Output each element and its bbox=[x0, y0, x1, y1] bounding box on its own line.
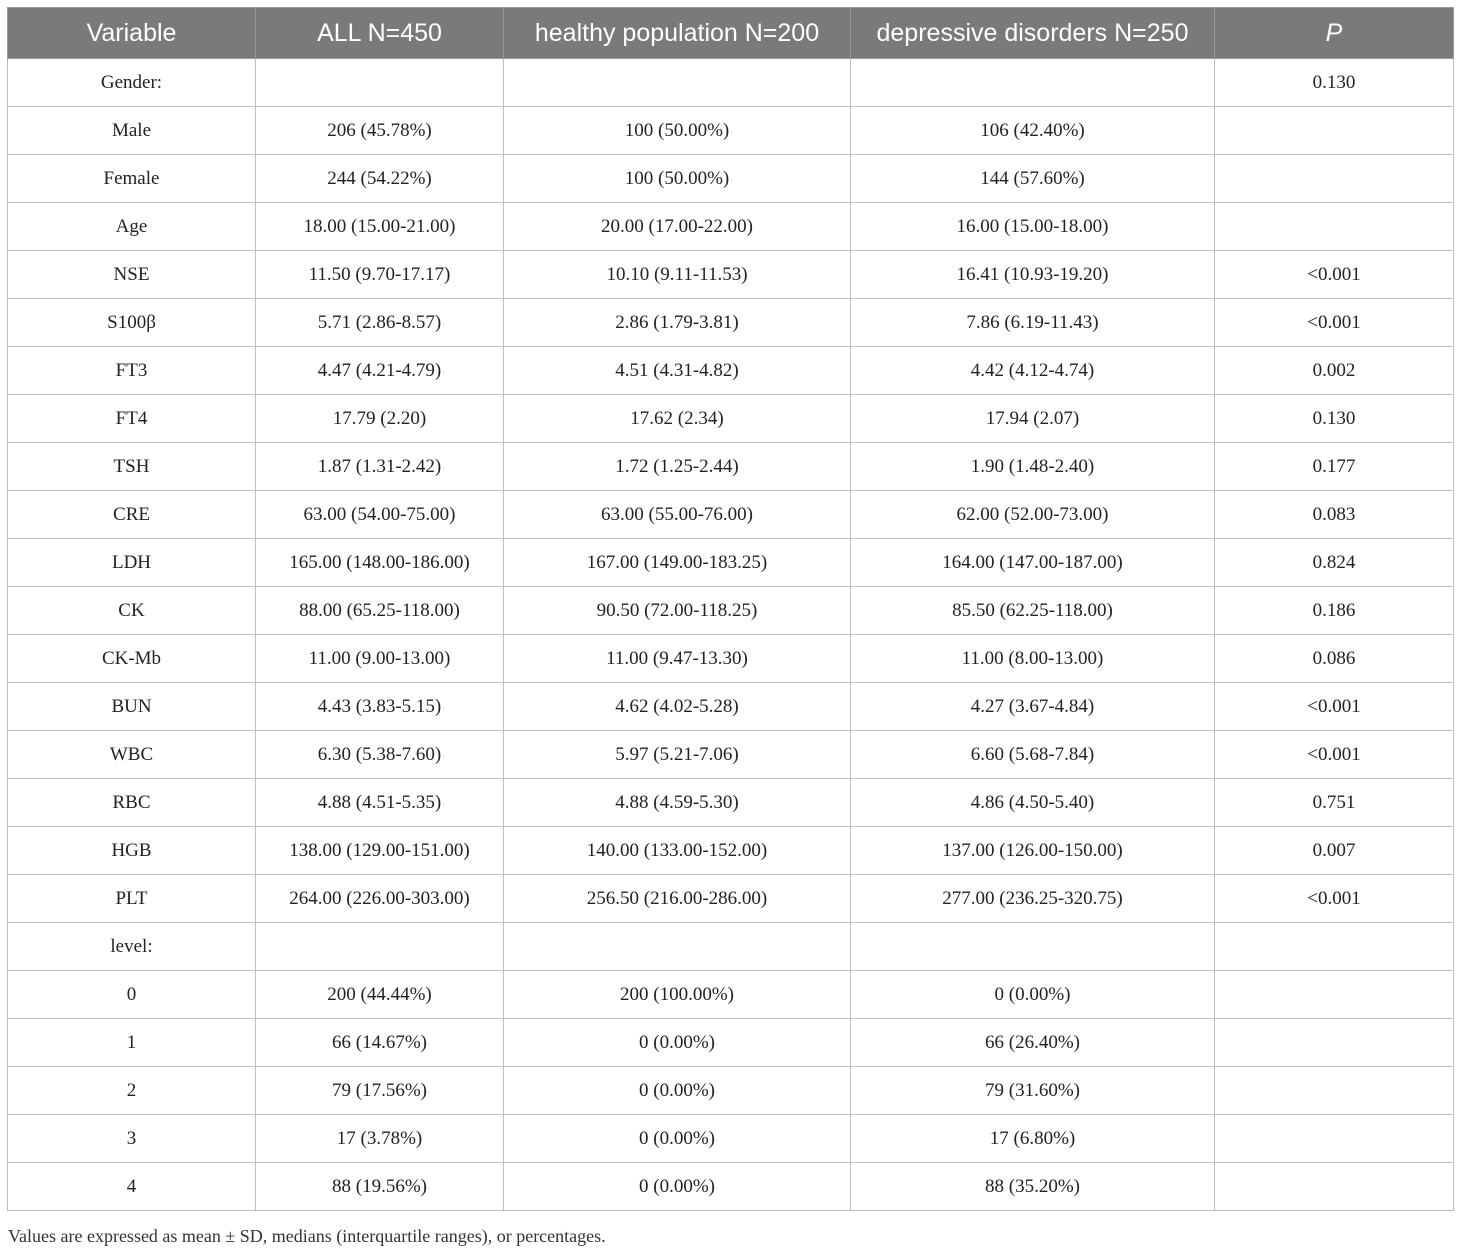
cell-all: 1.87 (1.31-2.42) bbox=[256, 443, 504, 491]
header-row bbox=[8, 8, 1454, 59]
cell-p-value bbox=[1215, 1067, 1454, 1115]
cell-all: 17.79 (2.20) bbox=[256, 395, 504, 443]
table-row bbox=[8, 59, 1454, 107]
cell-all: 5.71 (2.86-8.57) bbox=[256, 299, 504, 347]
cell-healthy: 17.62 (2.34) bbox=[504, 395, 851, 443]
cell-depressive: 16.41 (10.93-19.20) bbox=[851, 251, 1215, 299]
header-variable: Variable bbox=[8, 8, 256, 59]
cell-depressive: 0 (0.00%) bbox=[851, 971, 1215, 1019]
cell-depressive: 164.00 (147.00-187.00) bbox=[851, 539, 1215, 587]
cell-p-value bbox=[1215, 107, 1454, 155]
cell-variable: RBC bbox=[8, 779, 256, 827]
cell-healthy: 140.00 (133.00-152.00) bbox=[504, 827, 851, 875]
cell-depressive: 17 (6.80%) bbox=[851, 1115, 1215, 1163]
cell-variable: CK-Mb bbox=[8, 635, 256, 683]
table-row bbox=[8, 971, 1454, 1019]
cell-depressive: 79 (31.60%) bbox=[851, 1067, 1215, 1115]
cell-variable: CRE bbox=[8, 491, 256, 539]
cell-all: 88.00 (65.25-118.00) bbox=[256, 587, 504, 635]
cell-depressive: 6.60 (5.68-7.84) bbox=[851, 731, 1215, 779]
cell-all bbox=[256, 59, 504, 107]
cell-variable: 4 bbox=[8, 1163, 256, 1211]
cell-p-value: 0.007 bbox=[1215, 827, 1454, 875]
cell-p-value bbox=[1215, 203, 1454, 251]
cell-all: 63.00 (54.00-75.00) bbox=[256, 491, 504, 539]
cell-p-value: <0.001 bbox=[1215, 731, 1454, 779]
table-row bbox=[8, 587, 1454, 635]
cell-all: 79 (17.56%) bbox=[256, 1067, 504, 1115]
cell-all: 66 (14.67%) bbox=[256, 1019, 504, 1067]
cell-all: 206 (45.78%) bbox=[256, 107, 504, 155]
cell-variable: 1 bbox=[8, 1019, 256, 1067]
cell-all: 11.50 (9.70-17.17) bbox=[256, 251, 504, 299]
cell-p-value: <0.001 bbox=[1215, 875, 1454, 923]
cell-p-value bbox=[1215, 155, 1454, 203]
cell-healthy: 4.88 (4.59-5.30) bbox=[504, 779, 851, 827]
cell-p-value: <0.001 bbox=[1215, 683, 1454, 731]
cell-depressive: 137.00 (126.00-150.00) bbox=[851, 827, 1215, 875]
cell-healthy: 0 (0.00%) bbox=[504, 1067, 851, 1115]
cell-all: 4.43 (3.83-5.15) bbox=[256, 683, 504, 731]
cell-healthy: 11.00 (9.47-13.30) bbox=[504, 635, 851, 683]
cell-variable: Gender: bbox=[8, 59, 256, 107]
cell-variable: NSE bbox=[8, 251, 256, 299]
header-all: ALL N=450 bbox=[256, 8, 504, 59]
table-header bbox=[8, 8, 1454, 59]
cell-depressive: 106 (42.40%) bbox=[851, 107, 1215, 155]
cell-p-value: 0.824 bbox=[1215, 539, 1454, 587]
table-row bbox=[8, 923, 1454, 971]
cell-healthy bbox=[504, 59, 851, 107]
cell-variable: LDH bbox=[8, 539, 256, 587]
cell-p-value: 0.130 bbox=[1215, 59, 1454, 107]
cell-depressive: 66 (26.40%) bbox=[851, 1019, 1215, 1067]
cell-p-value: 0.130 bbox=[1215, 395, 1454, 443]
cell-variable: Age bbox=[8, 203, 256, 251]
cell-depressive bbox=[851, 59, 1215, 107]
cell-variable: WBC bbox=[8, 731, 256, 779]
cell-p-value: 0.177 bbox=[1215, 443, 1454, 491]
table-row bbox=[8, 635, 1454, 683]
cell-all: 4.47 (4.21-4.79) bbox=[256, 347, 504, 395]
cell-depressive: 7.86 (6.19-11.43) bbox=[851, 299, 1215, 347]
cell-p-value: 0.751 bbox=[1215, 779, 1454, 827]
cell-p-value bbox=[1215, 1163, 1454, 1211]
cell-variable: S100β bbox=[8, 299, 256, 347]
table-row bbox=[8, 155, 1454, 203]
cell-healthy: 10.10 (9.11-11.53) bbox=[504, 251, 851, 299]
cell-variable: Male bbox=[8, 107, 256, 155]
table-row bbox=[8, 251, 1454, 299]
cell-variable: 0 bbox=[8, 971, 256, 1019]
cell-all: 200 (44.44%) bbox=[256, 971, 504, 1019]
cell-healthy: 2.86 (1.79-3.81) bbox=[504, 299, 851, 347]
table-row bbox=[8, 1019, 1454, 1067]
cell-healthy: 4.51 (4.31-4.82) bbox=[504, 347, 851, 395]
cell-variable: 3 bbox=[8, 1115, 256, 1163]
table-footnote: Values are expressed as mean ± SD, medians (interquartile ranges), or percentages. bbox=[8, 1226, 606, 1246]
cell-p-value bbox=[1215, 1019, 1454, 1067]
cell-all: 4.88 (4.51-5.35) bbox=[256, 779, 504, 827]
table-row bbox=[8, 395, 1454, 443]
cell-depressive: 16.00 (15.00-18.00) bbox=[851, 203, 1215, 251]
cell-healthy: 0 (0.00%) bbox=[504, 1163, 851, 1211]
cell-depressive: 144 (57.60%) bbox=[851, 155, 1215, 203]
cell-all: 264.00 (226.00-303.00) bbox=[256, 875, 504, 923]
table-body bbox=[8, 59, 1454, 1211]
cell-p-value: 0.002 bbox=[1215, 347, 1454, 395]
cell-depressive: 11.00 (8.00-13.00) bbox=[851, 635, 1215, 683]
cell-healthy bbox=[504, 923, 851, 971]
cell-p-value: <0.001 bbox=[1215, 251, 1454, 299]
cell-healthy: 167.00 (149.00-183.25) bbox=[504, 539, 851, 587]
cell-all: 88 (19.56%) bbox=[256, 1163, 504, 1211]
cell-depressive: 4.27 (3.67-4.84) bbox=[851, 683, 1215, 731]
cell-variable: PLT bbox=[8, 875, 256, 923]
cell-all: 165.00 (148.00-186.00) bbox=[256, 539, 504, 587]
cell-all: 18.00 (15.00-21.00) bbox=[256, 203, 504, 251]
cell-healthy: 100 (50.00%) bbox=[504, 155, 851, 203]
cell-variable: 2 bbox=[8, 1067, 256, 1115]
table-row bbox=[8, 827, 1454, 875]
cell-depressive: 17.94 (2.07) bbox=[851, 395, 1215, 443]
table-row bbox=[8, 203, 1454, 251]
cell-variable: level: bbox=[8, 923, 256, 971]
cell-all: 138.00 (129.00-151.00) bbox=[256, 827, 504, 875]
cell-p-value: 0.086 bbox=[1215, 635, 1454, 683]
cell-variable: FT4 bbox=[8, 395, 256, 443]
cell-healthy: 20.00 (17.00-22.00) bbox=[504, 203, 851, 251]
table-row bbox=[8, 731, 1454, 779]
cell-healthy: 4.62 (4.02-5.28) bbox=[504, 683, 851, 731]
cell-all bbox=[256, 923, 504, 971]
cell-all: 6.30 (5.38-7.60) bbox=[256, 731, 504, 779]
table-row bbox=[8, 491, 1454, 539]
table-row bbox=[8, 1163, 1454, 1211]
cell-all: 11.00 (9.00-13.00) bbox=[256, 635, 504, 683]
cell-variable: CK bbox=[8, 587, 256, 635]
cell-variable: FT3 bbox=[8, 347, 256, 395]
cell-healthy: 90.50 (72.00-118.25) bbox=[504, 587, 851, 635]
cell-depressive: 4.42 (4.12-4.74) bbox=[851, 347, 1215, 395]
header-healthy-population: healthy population N=200 bbox=[504, 8, 851, 59]
cell-healthy: 1.72 (1.25-2.44) bbox=[504, 443, 851, 491]
table-row bbox=[8, 683, 1454, 731]
cell-p-value bbox=[1215, 923, 1454, 971]
cell-healthy: 5.97 (5.21-7.06) bbox=[504, 731, 851, 779]
table-row bbox=[8, 1067, 1454, 1115]
cell-all: 244 (54.22%) bbox=[256, 155, 504, 203]
cell-variable: HGB bbox=[8, 827, 256, 875]
cell-depressive bbox=[851, 923, 1215, 971]
cell-p-value bbox=[1215, 1115, 1454, 1163]
cell-healthy: 100 (50.00%) bbox=[504, 107, 851, 155]
cell-depressive: 88 (35.20%) bbox=[851, 1163, 1215, 1211]
cell-p-value: <0.001 bbox=[1215, 299, 1454, 347]
cell-depressive: 277.00 (236.25-320.75) bbox=[851, 875, 1215, 923]
cell-depressive: 62.00 (52.00-73.00) bbox=[851, 491, 1215, 539]
table-row bbox=[8, 347, 1454, 395]
cell-healthy: 256.50 (216.00-286.00) bbox=[504, 875, 851, 923]
cell-healthy: 200 (100.00%) bbox=[504, 971, 851, 1019]
table-row bbox=[8, 1115, 1454, 1163]
cell-all: 17 (3.78%) bbox=[256, 1115, 504, 1163]
cell-p-value: 0.083 bbox=[1215, 491, 1454, 539]
cell-healthy: 0 (0.00%) bbox=[504, 1019, 851, 1067]
cell-variable: TSH bbox=[8, 443, 256, 491]
cell-p-value bbox=[1215, 971, 1454, 1019]
header-depressive-disorders: depressive disorders N=250 bbox=[851, 8, 1215, 59]
table-row bbox=[8, 107, 1454, 155]
cell-p-value: 0.186 bbox=[1215, 587, 1454, 635]
cell-variable: BUN bbox=[8, 683, 256, 731]
table-row bbox=[8, 539, 1454, 587]
cell-depressive: 85.50 (62.25-118.00) bbox=[851, 587, 1215, 635]
table-row bbox=[8, 875, 1454, 923]
table-row bbox=[8, 299, 1454, 347]
table-row bbox=[8, 779, 1454, 827]
cell-healthy: 0 (0.00%) bbox=[504, 1115, 851, 1163]
cell-healthy: 63.00 (55.00-76.00) bbox=[504, 491, 851, 539]
cell-depressive: 4.86 (4.50-5.40) bbox=[851, 779, 1215, 827]
table-row bbox=[8, 443, 1454, 491]
header-p-value: P bbox=[1215, 8, 1454, 59]
data-table bbox=[7, 7, 1454, 1211]
cell-depressive: 1.90 (1.48-2.40) bbox=[851, 443, 1215, 491]
cell-variable: Female bbox=[8, 155, 256, 203]
